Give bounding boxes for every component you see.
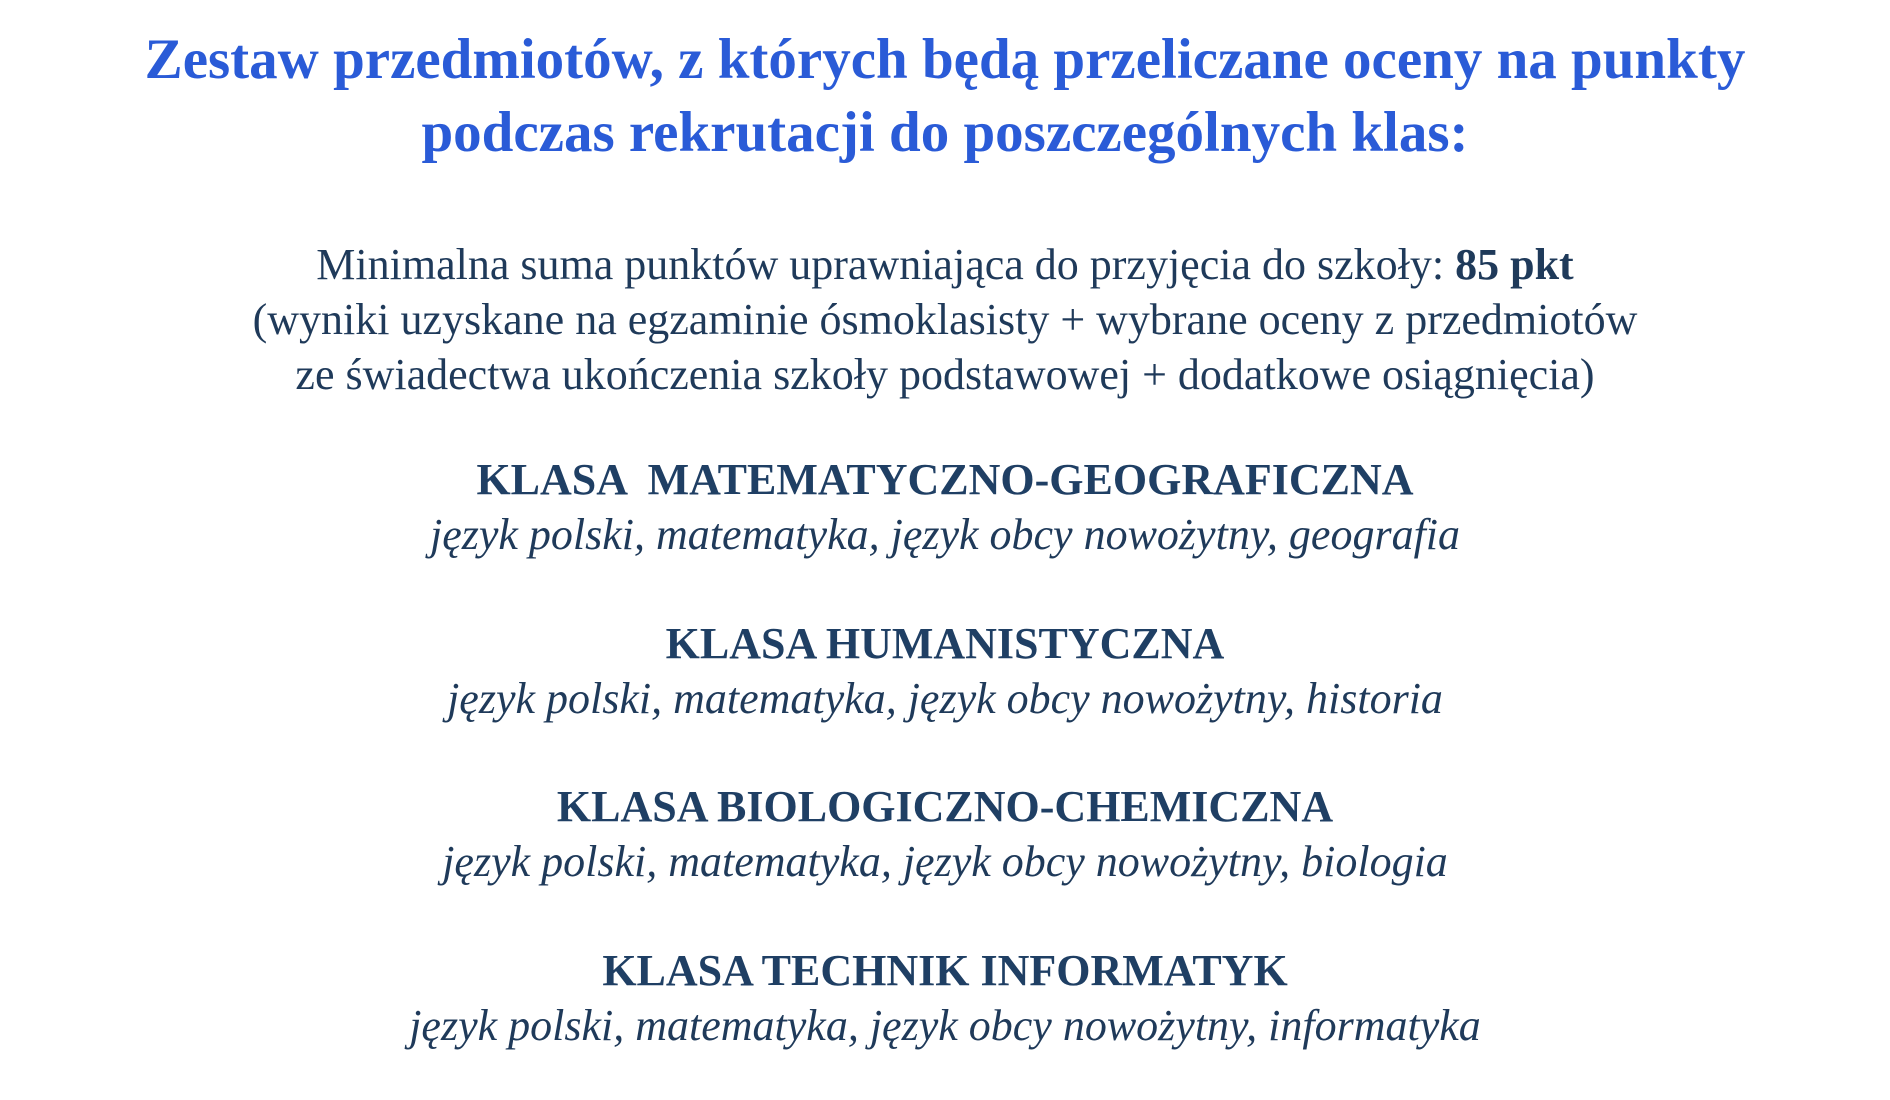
class-subjects-humanities: język polski, matematyka, język obcy nowożytny, historia: [447, 674, 1443, 723]
minimum-points-line: [0, 238, 1890, 292]
class-subjects-biology-chemistry: język polski, matematyka, język obcy nowożytny, biologia: [442, 837, 1448, 886]
class-subjects-it-technician: język polski, matematyka, język obcy nowożytny, informatyka: [409, 1001, 1481, 1050]
class-name-biology-chemistry: KLASA BIOLOGICZNO-CHEMICZNA: [556, 782, 1334, 831]
minimum-points-label: Minimalna suma punktów uprawniająca do przyjęcia do szkoły:: [316, 240, 1456, 289]
page-title-line-1: Zestaw przedmiotów, z których będą przeliczane oceny na punkty: [144, 28, 1746, 91]
minimum-points-value: 85 pkt: [1455, 240, 1574, 289]
points-explanation-line-2: ze świadectwa ukończenia szkoły podstawowej + dodatkowe osiągnięcia): [295, 350, 1595, 399]
class-subjects-math-geography: język polski, matematyka, język obcy nowożytny, geografia: [429, 510, 1461, 559]
class-name-math-geography: KLASA MATEMATYCZNO-GEOGRAFICZNA: [476, 455, 1414, 504]
class-name-humanities: KLASA HUMANISTYCZNA: [665, 619, 1225, 668]
points-explanation-line-1: (wyniki uzyskane na egzaminie ósmoklasisty + wybrane oceny z przedmiotów: [252, 295, 1638, 344]
class-name-it-technician: KLASA TECHNIK INFORMATYK: [602, 946, 1288, 995]
page-title-line-2: podczas rekrutacji do poszczególnych klas:: [421, 101, 1469, 164]
